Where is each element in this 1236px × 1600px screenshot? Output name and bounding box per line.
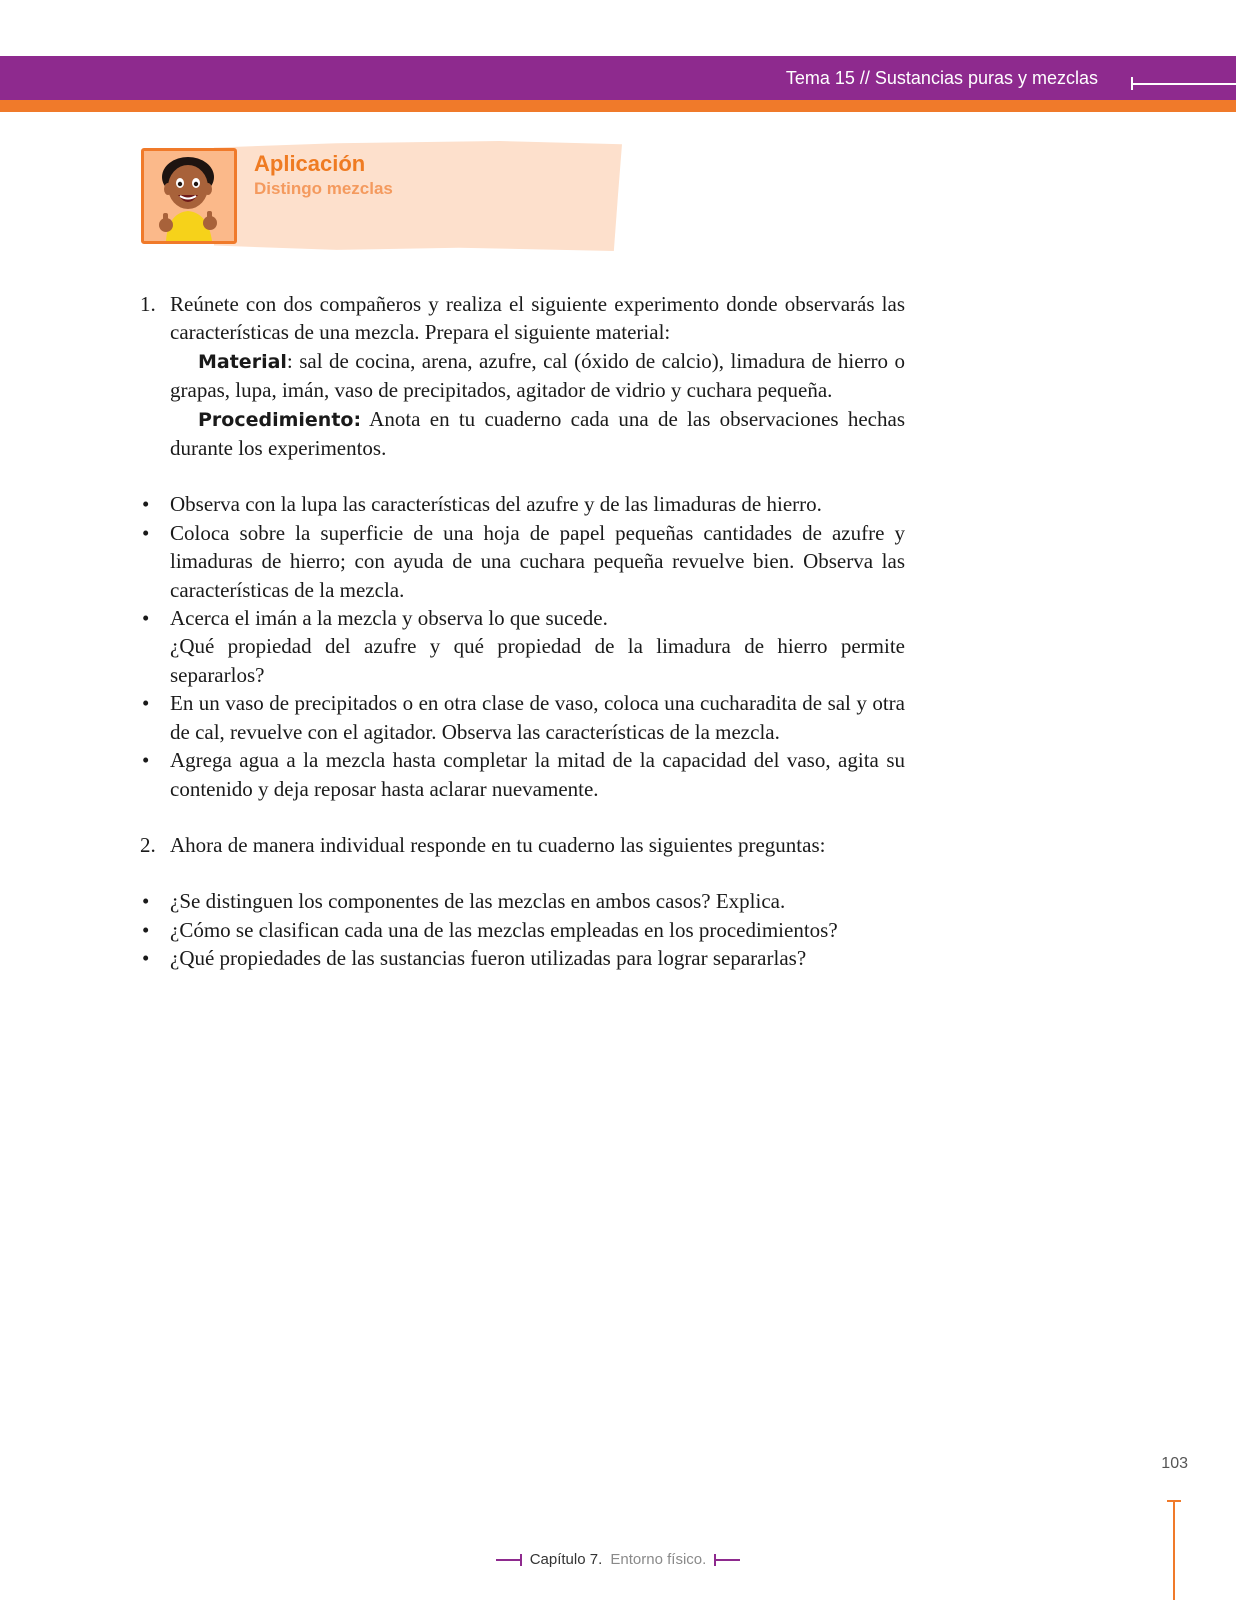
running-header-title: Tema 15 // Sustancias puras y mezclas	[785, 68, 1098, 88]
list-item: • ¿Se distinguen los componentes de las mezclas en ambos casos? Explica.	[142, 889, 786, 914]
footer	[0, 1551, 1236, 1568]
footer-chapter: Capítulo 7.	[529, 1551, 603, 1568]
student-thumbs-up-icon	[141, 148, 237, 244]
activity-1	[140, 290, 905, 462]
procedure-steps	[140, 490, 905, 802]
footer-bar-left	[496, 1559, 522, 1561]
footer-bar-right	[714, 1559, 740, 1561]
activity-2-intro: Ahora de manera individual responde en tu cuaderno las siguientes preguntas:	[170, 832, 826, 857]
list-item: • Acerca el imán a la mezcla y observa lo que sucede. ¿Qué propiedad del azufre y qué propiedad de la limadura de hierro permite separarlos?	[142, 606, 905, 687]
page-number: 103	[1161, 1455, 1188, 1472]
step-question: ¿Qué propiedad del azufre y qué propiedad de la limadura de hierro permite separarlos?	[170, 634, 905, 687]
banner-title: Aplicación	[254, 151, 366, 176]
page-content	[140, 290, 905, 973]
activity-1-number: 1.	[140, 292, 156, 316]
material-label: Material	[198, 350, 287, 373]
list-item: • ¿Cómo se clasifican cada una de las mezclas empleadas en los procedimientos?	[142, 917, 838, 942]
activity-1-intro: Reúnete con dos compañeros y realiza el siguiente experimento donde observarás las características de una mezcla. Prepara el siguiente material:	[170, 292, 905, 345]
list-item: • Agrega agua a la mezcla hasta completar la mitad de la capacidad del vaso, agita su contenido y deja reposar hasta aclarar nuevamente.	[142, 748, 905, 801]
page-line	[1173, 1500, 1175, 1600]
material-text: : sal de cocina, arena, azufre, cal (óxido de calcio), limadura de hierro o grapas, lupa, imán, vaso de precipitados, agitador de vidrio y cuchara pequeña.	[170, 348, 905, 403]
activity-2-number: 2.	[140, 832, 156, 857]
material-paragraph	[170, 347, 905, 405]
list-item: • Observa con la lupa las características del azufre y de las limaduras de hierro.	[142, 492, 822, 517]
list-item: • En un vaso de precipitados o en otra clase de vaso, coloca una cucharadita de sal y otra de cal, revuelve con el agitador. Observa las características de la mezcla.	[142, 691, 905, 744]
footer-subject: Entorno físico.	[610, 1551, 707, 1568]
list-item: • ¿Qué propiedades de las sustancias fueron utilizadas para lograr separarlas?	[142, 946, 807, 971]
procedure-text: Anota en tu cuaderno cada una de las observaciones hechas durante los experimentos.	[170, 406, 905, 461]
question-list	[140, 887, 905, 972]
procedure-label: Procedimiento:	[198, 408, 362, 431]
banner-subtitle: Distingo mezclas	[254, 179, 393, 198]
list-item: • Coloca sobre la superficie de una hoja de papel pequeñas cantidades de azufre y limaduras de hierro; con ayuda de una cuchara pequeña revuelve bien. Observa las características de la mezcla.	[142, 520, 905, 602]
header-stripe	[0, 100, 1236, 112]
procedure-paragraph	[170, 405, 905, 463]
activity-2	[140, 831, 905, 859]
header-rule	[1132, 83, 1236, 85]
